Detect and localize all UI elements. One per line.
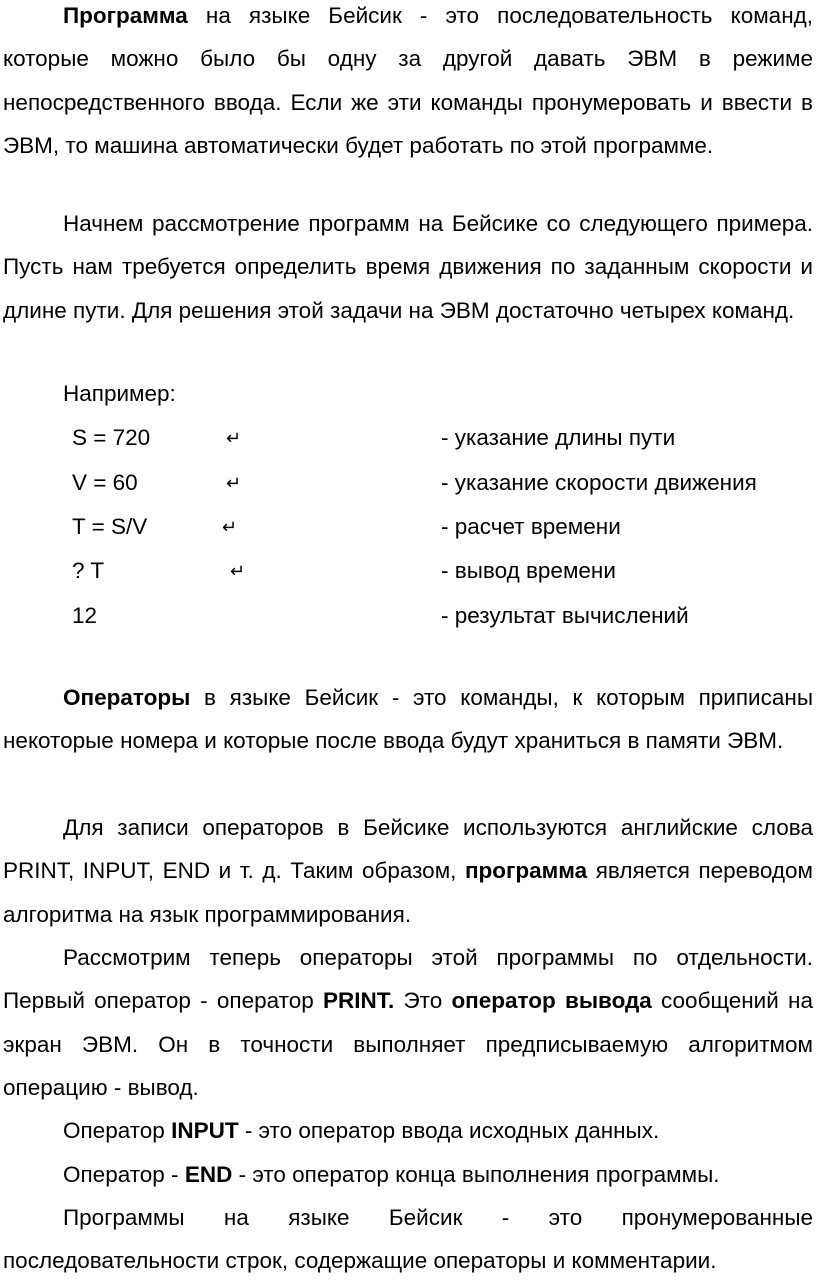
paragraph-operators-definition bbox=[3, 676, 813, 763]
code-comment: - указание длины пути bbox=[441, 425, 676, 450]
paragraph-text: на языке Бейсик - это последовательность команд, которые можно было бы одну за другой давать ЭВМ в режиме непосредственного ввода. Если же эти команды пронумеровать и ввести в ЭВМ, то машина автоматически будет работать по этой программе. bbox=[3, 3, 813, 159]
paragraph-text: Начнем рассмотрение программ на Бейсике со следующего примера. Пусть нам требуется определить время движения по заданным скорости и длине пути. Для решения этой задачи на ЭВМ достаточно четырех команд. bbox=[3, 211, 813, 323]
code-command: V = 60 bbox=[72, 470, 138, 495]
paragraph-text: сообщений на экран ЭВМ. Он в точности выполняет предписываемую алгоритмом операцию - вывод. bbox=[3, 988, 813, 1101]
term-operators: Операторы bbox=[63, 685, 191, 710]
code-comment: - расчет времени bbox=[441, 514, 621, 539]
paragraph-example-intro bbox=[3, 202, 813, 332]
code-comment: - результат вычислений bbox=[441, 603, 689, 628]
code-command: 12 bbox=[72, 603, 98, 628]
paragraph-text: Оператор - bbox=[63, 1162, 185, 1187]
paragraph-text: Рассмотрим теперь операторы этой программы по отдельности. Первый оператор - оператор bbox=[3, 945, 813, 1014]
paragraph-text: Это bbox=[394, 988, 452, 1014]
code-line bbox=[0, 505, 816, 549]
term-program: программа bbox=[464, 858, 588, 884]
paragraph-end-operator bbox=[3, 1153, 813, 1196]
code-comment: - указание скорости движения bbox=[441, 470, 757, 495]
enter-key-icon: ↵ bbox=[226, 428, 242, 448]
code-comment: - вывод времени bbox=[441, 558, 616, 583]
code-command: S = 720 bbox=[72, 425, 151, 450]
paragraph-text: Для записи операторов в Бейсике используются английские слова PRINT, INPUT, END и т. д. Таким образом, bbox=[3, 815, 813, 884]
code-line bbox=[0, 549, 816, 593]
code-command: ? T bbox=[72, 558, 105, 583]
enter-key-icon: ↵ bbox=[222, 517, 238, 537]
enter-key-icon: ↵ bbox=[226, 473, 242, 493]
paragraph-programs-summary bbox=[3, 1196, 813, 1283]
paragraph-text: Оператор bbox=[63, 1118, 172, 1143]
term-program: Программа bbox=[63, 3, 188, 28]
paragraph-text: Программы на языке Бейсик - это пронумерованные последовательности строк, содержащие операторы и комментарии. bbox=[3, 1205, 813, 1274]
paragraph-text: - это оператор ввода исходных данных. bbox=[238, 1118, 660, 1143]
code-line bbox=[0, 416, 816, 460]
paragraph-text: - это оператор конца выполнения программы. bbox=[232, 1162, 720, 1187]
enter-key-icon: ↵ bbox=[230, 561, 246, 581]
paragraph-print-operator bbox=[3, 936, 813, 1110]
paragraph-input-operator bbox=[3, 1109, 813, 1152]
term-input: INPUT bbox=[171, 1118, 239, 1143]
term-print: PRINT. bbox=[322, 988, 395, 1014]
code-command: T = S/V bbox=[72, 514, 148, 539]
paragraph-text: в языке Бейсик - это команды, к которым приписаны некоторые номера и которые после ввода будут храниться в памяти ЭВМ. bbox=[3, 685, 813, 754]
example-label: Например: bbox=[63, 381, 176, 406]
paragraph-text: является переводом алгоритма на язык программирования. bbox=[3, 858, 813, 927]
code-line bbox=[0, 461, 816, 505]
code-line bbox=[0, 594, 816, 638]
term-output-operator: оператор вывода bbox=[451, 988, 652, 1014]
paragraph-program-definition bbox=[3, 0, 813, 168]
term-end: END bbox=[184, 1162, 233, 1187]
paragraph-keywords bbox=[3, 806, 813, 936]
